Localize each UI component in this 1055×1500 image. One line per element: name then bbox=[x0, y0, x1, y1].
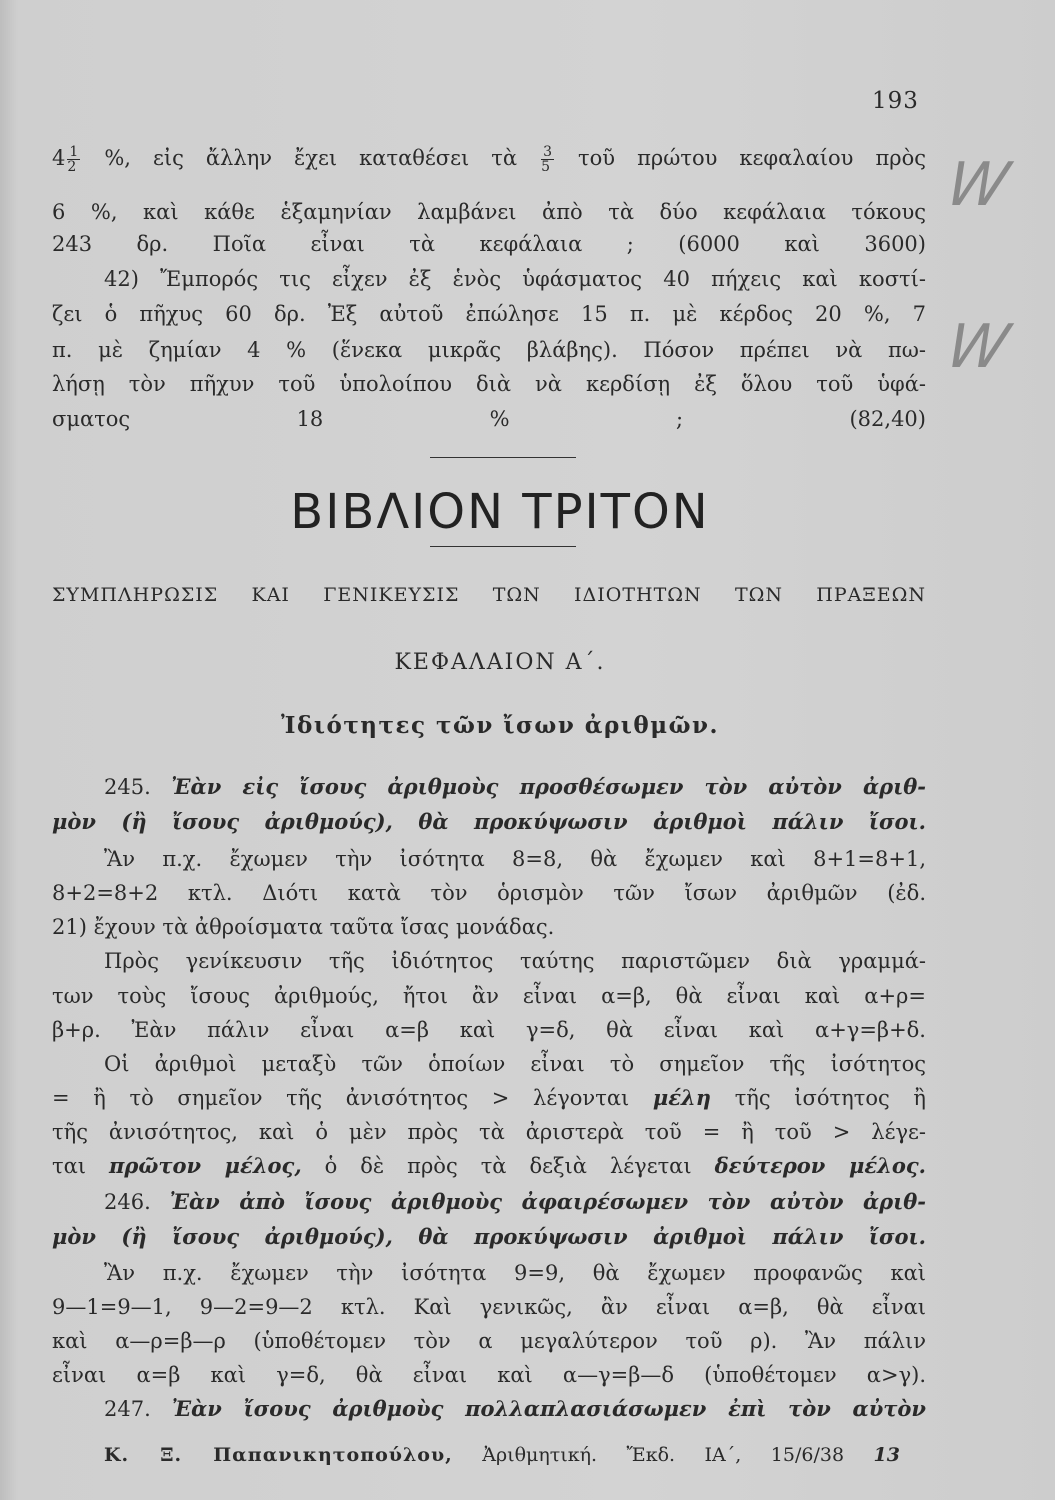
divider bbox=[430, 546, 576, 547]
text-fragment: ται bbox=[52, 1154, 87, 1178]
divider bbox=[430, 457, 576, 458]
theorem-text: Ἐὰν ἴσους ἀριθμοὺς πολλαπλασιάσωμεν ἐπὶ τὸν αὐτὸν bbox=[171, 1396, 926, 1421]
text-line: Οἱ ἀριθμοὶ μεταξὺ τῶν ὁποίων εἶναι τὸ σημεῖον τῆς ἰσότητος bbox=[104, 1052, 926, 1076]
chapter-heading: ΚΕΦΑΛΑΙΟΝ Α΄. bbox=[394, 650, 606, 675]
text-line bbox=[52, 1084, 926, 1112]
text-line: 8+2=8+2 κτλ. Διότι κατὰ τὸν ὁρισμὸν τῶν ἴσων ἀριθμῶν (ἐδ. bbox=[52, 881, 926, 905]
text-fragment: τοῦ πρώτου κεφαλαίου πρὸς bbox=[578, 146, 927, 170]
text-line: Ἂν π.χ. ἔχωμεν τὴν ἰσότητα 9=9, θὰ ἔχωμεν προφανῶς καὶ bbox=[104, 1261, 926, 1285]
fraction-prefix: 4 bbox=[52, 146, 66, 170]
text-line: 243 δρ. Ποῖα εἶναι τὰ κεφάλαια ; (6000 καὶ 3600) bbox=[52, 232, 926, 256]
text-line: εἶναι α=β καὶ γ=δ, θὰ εἶναι καὶ α—γ=β—δ (ὑποθέτομεν α>γ). bbox=[52, 1363, 926, 1387]
fraction bbox=[67, 145, 80, 174]
paragraph-number: 247. bbox=[104, 1397, 151, 1421]
text-line: σματος 18 % ; (82,40) bbox=[52, 407, 926, 431]
text-line: π. μὲ ζημίαν 4 % (ἕνεκα μικρᾶς βλάβης). Πόσον πρέπει νὰ πω- bbox=[52, 338, 926, 362]
book-title: ΒΙΒΛΙΟΝ ΤΡΙΤΟΝ bbox=[290, 484, 710, 540]
theorem-text: μὸν (ἢ ἴσους ἀριθμούς), θὰ προκύψωσιν ἀριθμοὶ πάλιν ἴσοι. bbox=[52, 809, 926, 834]
text-line: λήσῃ τὸν πῆχυν τοῦ ὑπολοίπου διὰ νὰ κερδίσῃ ἐξ ὅλου τοῦ ὑφά- bbox=[52, 372, 926, 396]
section-title: Ἰδιότητες τῶν ἴσων ἀριθμῶν. bbox=[281, 712, 719, 739]
text-line bbox=[52, 144, 926, 174]
fraction-denominator: 5 bbox=[541, 159, 551, 175]
theorem-text: μὸν (ἢ ἴσους ἀριθμούς), θὰ προκύψωσιν ἀριθμοὶ πάλιν ἴσοι. bbox=[52, 1224, 926, 1249]
page-number: 193 bbox=[872, 88, 919, 114]
text-line: Ἂν π.χ. ἔχωμεν τὴν ἰσότητα 8=8, θὰ ἔχωμεν καὶ 8+1=8+1, bbox=[104, 847, 926, 871]
text-line: 9—1=9—1, 9—2=9—2 κτλ. Καὶ γενικῶς, ἂν εἶναι α=β, θὰ εἶναι bbox=[52, 1295, 926, 1319]
printer-signature: 13 bbox=[873, 1444, 900, 1466]
text-line bbox=[104, 1188, 926, 1216]
text-fragment: %, εἰς ἄλλην ἔχει καταθέσει τὰ bbox=[104, 146, 518, 170]
theorem-text: Ἐὰν ἀπὸ ἴσους ἀριθμοὺς ἀφαιρέσωμεν τὸν αὐτὸν ἀριθ- bbox=[169, 1189, 926, 1214]
term-emphasis: δεύτερον μέλος. bbox=[714, 1153, 926, 1178]
text-line: 6 %, καὶ κάθε ἑξαμηνίαν λαμβάνει ἀπὸ τὰ δύο κεφάλαια τόκους bbox=[52, 200, 926, 224]
footer-author: Κ. Ξ. Παπανικητοπούλου, bbox=[104, 1444, 453, 1466]
text-line: τῆς ἀνισότητος, καὶ ὁ μὲν πρὸς τὰ ἀριστερὰ τοῦ = ἢ τοῦ > λέγε- bbox=[52, 1120, 926, 1144]
text-line: των τοὺς ἴσους ἀριθμούς, ἤτοι ἂν εἶναι α=β, θὰ εἶναι καὶ α+ρ= bbox=[52, 984, 926, 1008]
text-line bbox=[52, 1152, 926, 1180]
fraction-numerator: 1 bbox=[69, 144, 79, 160]
book-subtitle: ΣΥΜΠΛΗΡΩΣΙΣ ΚΑΙ ΓΕΝΙΚΕΥΣΙΣ ΤΩΝ ΙΔΙΟΤΗΤΩΝ ΤΩΝ ΠΡΑΞΕΩΝ bbox=[52, 584, 926, 606]
fraction-numerator: 3 bbox=[543, 144, 553, 160]
text-line: 21) ἔχουν τὰ ἀθροίσματα ταῦτα ἴσας μονάδας. bbox=[52, 915, 555, 939]
fraction-denominator: 2 bbox=[67, 159, 77, 175]
text-fragment: τῆς ἰσότητος ἢ bbox=[734, 1086, 926, 1110]
term-emphasis: πρῶτον μέλος, bbox=[109, 1153, 302, 1178]
text-line: ζει ὁ πῆχυς 60 δρ. Ἐξ αὐτοῦ ἐπώλησε 15 π. μὲ κέρδος 20 %, 7 bbox=[52, 302, 926, 326]
pencil-mark-icon: W bbox=[940, 312, 1015, 382]
text-line: καὶ α—ρ=β—ρ (ὑποθέτομεν τὸν α μεγαλύτερον τοῦ ρ). Ἂν πάλιν bbox=[52, 1329, 926, 1353]
text-fragment: ὁ δὲ πρὸς τὰ δεξιὰ λέγεται bbox=[324, 1154, 692, 1178]
paragraph-number: 245. bbox=[104, 775, 151, 799]
pencil-mark-icon: W bbox=[940, 150, 1015, 220]
text-line: Πρὸς γενίκευσιν τῆς ἰδιότητος ταύτης παριστῶμεν διὰ γραμμά- bbox=[104, 949, 926, 973]
fraction bbox=[541, 145, 554, 174]
paragraph-number: 246. bbox=[104, 1190, 151, 1214]
theorem-text: Ἐὰν εἰς ἴσους ἀριθμοὺς προσθέσωμεν τὸν αὐτὸν ἀριθ- bbox=[171, 774, 926, 799]
text-line: β+ρ. Ἐὰν πάλιν εἶναι α=β καὶ γ=δ, θὰ εἶναι καὶ α+γ=β+δ. bbox=[52, 1018, 926, 1042]
footer-book-info: Ἀριθμητική. Ἔκδ. ΙΑ΄, 15/6/38 bbox=[482, 1444, 845, 1466]
term-emphasis: μέλη bbox=[652, 1085, 712, 1110]
text-line bbox=[104, 1395, 926, 1423]
page-footer bbox=[104, 1444, 900, 1466]
text-line bbox=[104, 773, 926, 801]
text-line: 42) Ἔμπορός τις εἶχεν ἐξ ἑνὸς ὑφάσματος 40 πήχεις καὶ κοστί- bbox=[104, 267, 926, 291]
text-fragment: = ἢ τὸ σημεῖον τῆς ἀνισότητος > λέγονται bbox=[52, 1086, 630, 1110]
